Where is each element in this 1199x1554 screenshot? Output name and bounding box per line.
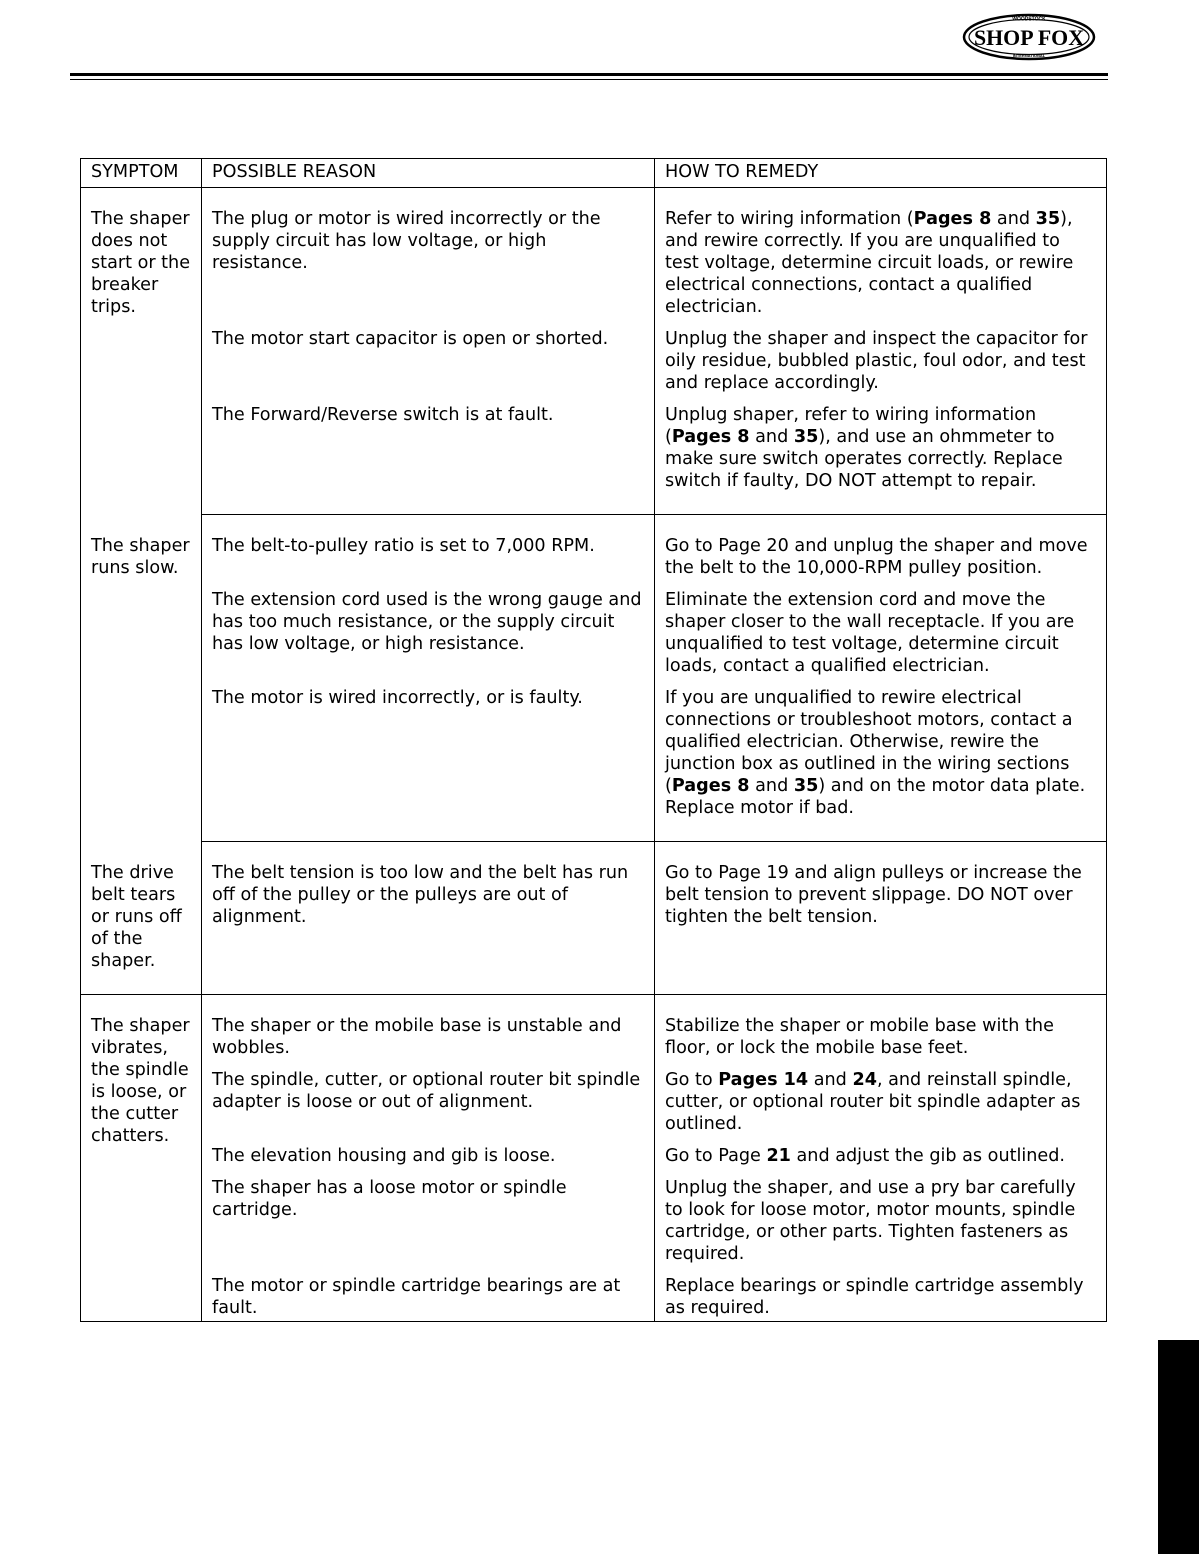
table-row <box>81 579 1107 677</box>
reason-cell: The extension cord used is the wrong gauge and has too much resistance, or the supply circuit has low voltage, or high resistance. <box>202 579 655 677</box>
table-row <box>81 842 1107 995</box>
table-row <box>81 515 1107 580</box>
reason-cell: The motor is wired incorrectly, or is faulty. <box>202 677 655 842</box>
remedy-cell: Replace bearings or spindle cartridge assembly as required. <box>655 1265 1107 1322</box>
table-row <box>81 1135 1107 1167</box>
reason-cell: The plug or motor is wired incorrectly or the supply circuit has low voltage, or high resistance. <box>202 188 655 319</box>
logo-text: SHOP FOX <box>974 25 1085 50</box>
logo-top-text: WOODSTOCK <box>1012 16 1046 23</box>
remedy-cell: Stabilize the shaper or mobile base with the floor, or lock the mobile base feet. <box>655 994 1107 1059</box>
remedy-cell: Unplug the shaper, and use a pry bar carefully to look for loose motor, motor mounts, spindle cartridge, or other parts. Tighten fasteners as required. <box>655 1167 1107 1265</box>
column-header-symptom: SYMPTOM <box>81 159 202 188</box>
symptom-cell: The drive belt tears or runs off of the shaper. <box>81 842 202 995</box>
symptom-cell: The shaper runs slow. <box>81 515 202 842</box>
logo-bottom-text: INTERNATIONAL <box>1012 53 1046 58</box>
table-header-row <box>81 159 1107 188</box>
table-row <box>81 1059 1107 1135</box>
section-side-tab <box>1158 1340 1199 1554</box>
remedy-cell: Refer to wiring information (Pages 8 and 35), and rewire correctly. If you are unqualified to test voltage, determine circuit loads, or rewire electrical connections, contact a qualified electrician. <box>655 188 1107 319</box>
table-row <box>81 677 1107 842</box>
reason-cell: The motor or spindle cartridge bearings are at fault. <box>202 1265 655 1322</box>
remedy-cell: Unplug shaper, refer to wiring information (Pages 8 and 35), and use an ohmmeter to make sure switch operates correctly. Replace switch if faulty, DO NOT attempt to repair. <box>655 394 1107 515</box>
reason-cell: The shaper or the mobile base is unstable and wobbles. <box>202 994 655 1059</box>
reason-cell: The motor start capacitor is open or shorted. <box>202 318 655 394</box>
table-row <box>81 394 1107 515</box>
shop-fox-logo <box>962 12 1096 62</box>
symptom-cell: The shaper vibrates, the spindle is loose, or the cutter chatters. <box>81 994 202 1321</box>
reason-cell: The spindle, cutter, or optional router bit spindle adapter is loose or out of alignment. <box>202 1059 655 1135</box>
remedy-cell: Go to Page 21 and adjust the gib as outlined. <box>655 1135 1107 1167</box>
remedy-cell: If you are unqualified to rewire electrical connections or troubleshoot motors, contact a qualified electrician. Otherwise, rewire the junction box as outlined in the wiring sections (Pages 8 and 35) and on the motor data plate. Replace motor if bad. <box>655 677 1107 842</box>
reason-cell: The Forward/Reverse switch is at fault. <box>202 394 655 515</box>
remedy-cell: Go to Pages 14 and 24, and reinstall spindle, cutter, or optional router bit spindle adapter as outlined. <box>655 1059 1107 1135</box>
table-row <box>81 1265 1107 1322</box>
remedy-cell: Eliminate the extension cord and move the shaper closer to the wall receptacle. If you are unqualified to test voltage, determine circuit loads, contact a qualified electrician. <box>655 579 1107 677</box>
reason-cell: The belt tension is too low and the belt has run off of the pulley or the pulleys are out of alignment. <box>202 842 655 995</box>
table-row <box>81 994 1107 1059</box>
reason-cell: The shaper has a loose motor or spindle cartridge. <box>202 1167 655 1265</box>
table-row <box>81 1167 1107 1265</box>
remedy-cell: Go to Page 20 and unplug the shaper and move the belt to the 10,000-RPM pulley position. <box>655 515 1107 580</box>
troubleshooting-table <box>80 158 1107 1322</box>
column-header-reason: POSSIBLE REASON <box>202 159 655 188</box>
column-header-remedy: HOW TO REMEDY <box>655 159 1107 188</box>
reason-cell: The belt-to-pulley ratio is set to 7,000 RPM. <box>202 515 655 580</box>
remedy-cell: Go to Page 19 and align pulleys or increase the belt tension to prevent slippage. DO NOT over tighten the belt tension. <box>655 842 1107 995</box>
reason-cell: The elevation housing and gib is loose. <box>202 1135 655 1167</box>
header-rule-thick <box>70 73 1108 76</box>
table-row <box>81 318 1107 394</box>
header-rule-thin <box>70 79 1108 80</box>
symptom-cell: The shaper does not start or the breaker trips. <box>81 188 202 515</box>
table-row <box>81 188 1107 319</box>
remedy-cell: Unplug the shaper and inspect the capacitor for oily residue, bubbled plastic, foul odor, and test and replace accordingly. <box>655 318 1107 394</box>
